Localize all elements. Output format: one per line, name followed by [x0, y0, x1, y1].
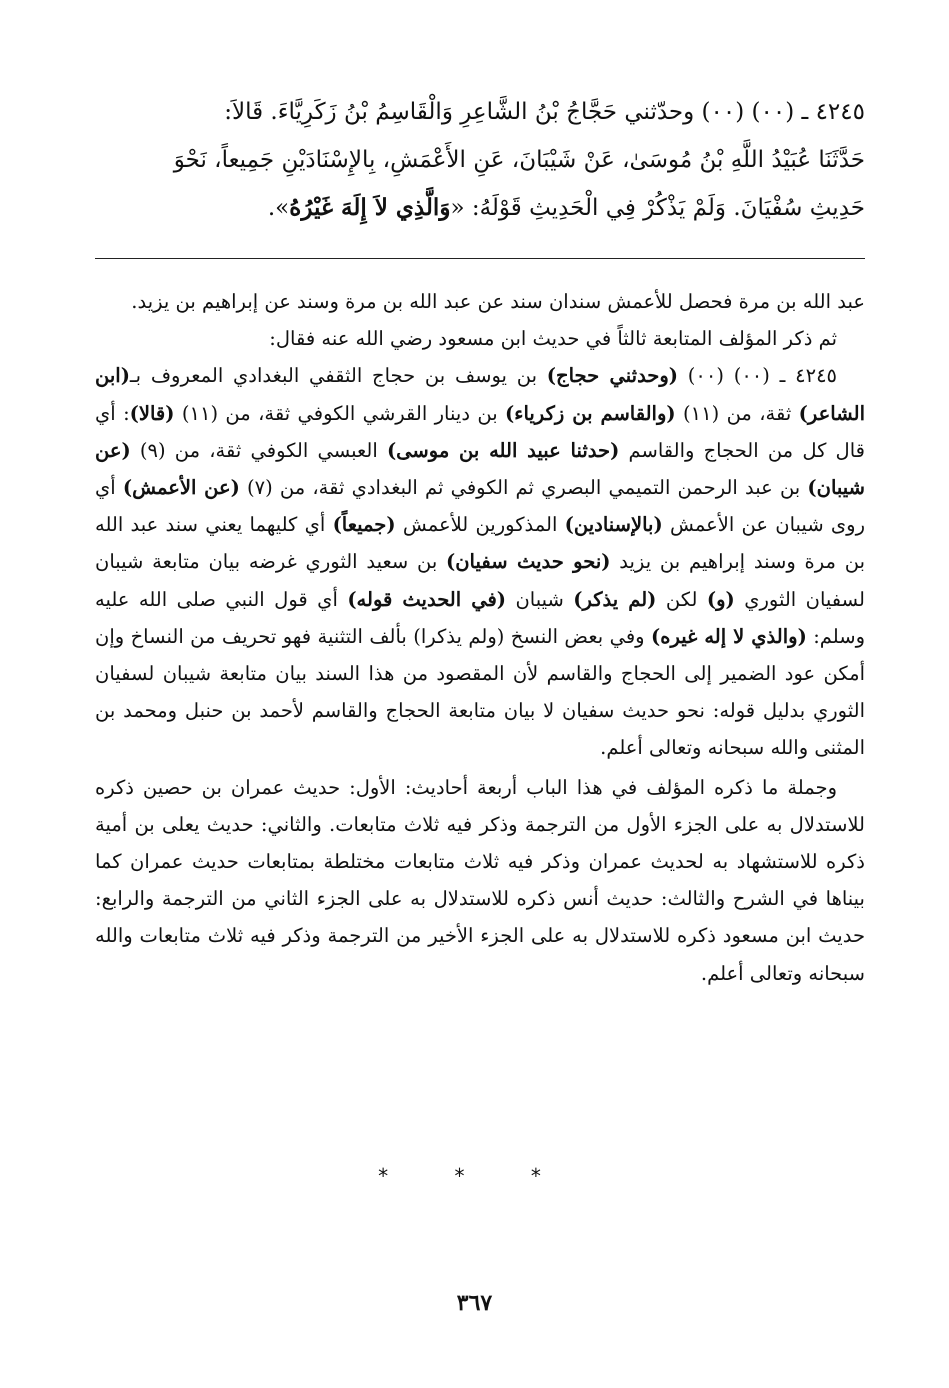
hadith-text: [95, 88, 865, 232]
text-span: العبسي الكوفي ثقة، من (٩): [130, 438, 387, 462]
bold-term: (عن شيبان): [95, 438, 866, 500]
commentary-paragraph: [95, 357, 865, 766]
text-span: أي قول النبي صلى الله عليه وسلم:: [95, 587, 865, 648]
text-span: ٤٢٤٥ ـ (٠٠) (٠٠): [678, 364, 838, 388]
hadith-line: حَدَّثَنَا عُبَيْدُ اللَّهِ بْنُ مُوسَىٰ، عَنْ شَيْبَانَ، عَنِ الأَعْمَشِ، بِالإِسْنَادَيْنِ جَمِيعاً، نَحْوَ: [173, 147, 865, 173]
bold-term: (نحو حديث سفيان): [446, 550, 611, 574]
hadith-text-span: ».: [267, 195, 290, 221]
footnote-divider: [95, 258, 865, 259]
hadith-text-span: حَدِيثِ سُفْيَانَ. وَلَمْ يَذْكُرْ فِي الْحَدِيثِ قَوْلَهُ: «: [450, 195, 865, 221]
bold-term: (لم يذكر): [573, 587, 657, 611]
text-span: لكن: [656, 587, 707, 611]
text-span: بن سعيد الثوري غرضه بيان متابعة شيبان لسفيان الثوري: [95, 550, 866, 611]
bold-term: (بالإسنادين): [564, 513, 663, 537]
text-span: وفي بعض النسخ (ولم يذكرا) بألف التثنية فهو تحريف من النساخ وإن أمكن عود الضمير إلى الحجاج والقاسم لأن المقصود من هذا السند بيان متابعة شيبان لسفيان الثوري بدليل قوله: نحو حديث سفيان لا بيان متابعة الحجاج والقاسم لأحمد بن حنبل ومحمد بن المثنى والله سبحانه وتعالى أعلم.: [95, 624, 865, 760]
bold-term: (في الحديث قوله): [347, 587, 506, 611]
text-span: بن دينار القرشي الكوفي ثقة، من (١١): [174, 401, 506, 425]
text-span: المذكورين للأعمش: [395, 513, 565, 537]
text-span: : أي قال كل من الحجاج والقاسم: [95, 401, 865, 462]
bold-term: (عن الأعمش): [122, 476, 240, 500]
bold-term: (جميعاً): [332, 513, 396, 537]
bold-term: (حدثنا عبيد الله بن موسى): [386, 438, 620, 462]
commentary-paragraph: عبد الله بن مرة فحصل للأعمش سندان سند عن عبد الله بن مرة وسند عن إبراهيم بن يزيد.: [131, 290, 865, 313]
text-span: أي كليهما يعني سند عبد الله بن مرة وسند إبراهيم بن يزيد: [95, 513, 865, 574]
text-span: شيبان: [506, 587, 574, 611]
bold-term: (و): [706, 587, 735, 611]
hadith-quote: وَالَّذِي لاَ إِلَهَ غَيْرُهُ: [289, 194, 451, 221]
bold-term: (والذي لا إله غيره): [651, 624, 807, 648]
commentary-paragraph: وجملة ما ذكره المؤلف في هذا الباب أربعة أحاديث: الأول: حديث عمران بن حصين ذكره للاستدلال به على الجزء الأول من الترجمة وذكر فيه ثلاث متابعات. والثاني: حديث يعلى بن أمية ذكره للاستشهاد به لحديث عمران وذكر فيه ثلاث متابعات مختلطة بمتابعات حديث عمران كما بيناها في الشرح والثالث: حديث أنس ذكره للاستدلال به على الجزء الثاني من الترجمة والرابع: حديث ابن مسعود ذكره للاستدلال به على الجزء الأخير من الترجمة وذكر فيه ثلاث متابعات والله سبحانه وتعالى أعلم.: [95, 775, 865, 985]
commentary-paragraph: ثم ذكر المؤلف المتابعة ثالثاً في حديث ابن مسعود رضي الله عنه فقال:: [269, 327, 837, 351]
text-span: ثقة، من (١١): [675, 401, 799, 425]
bold-term: (وحدثني حجاج): [546, 364, 679, 388]
page-number: ٣٦٧: [456, 1290, 493, 1316]
commentary: [95, 283, 865, 992]
hadith-line: [95, 184, 865, 232]
bold-term: (ابن الشاعر): [95, 364, 865, 425]
hadith-line: ٤٢٤٥ ـ (٠٠) (٠٠) وحدّثني حَجَّاجُ بْنُ الشَّاعِرِ وَالْقَاسِمُ بْنُ زَكَرِيَّاءَ. قَالاَ:: [224, 99, 865, 125]
text-span: بن يوسف بن حجاج الثقفي البغدادي المعروف بـ: [129, 364, 547, 388]
text-span: أي روى شيبان عن الأعمش: [95, 476, 866, 537]
bold-term: (والقاسم بن زكرياء): [505, 401, 676, 425]
bold-term: (قالا): [129, 401, 175, 425]
text-span: بن عبد الرحمن التميمي البصري ثم الكوفي ثم البغدادي ثقة، من (٧): [239, 476, 808, 500]
section-separator: * * *: [378, 1164, 571, 1188]
